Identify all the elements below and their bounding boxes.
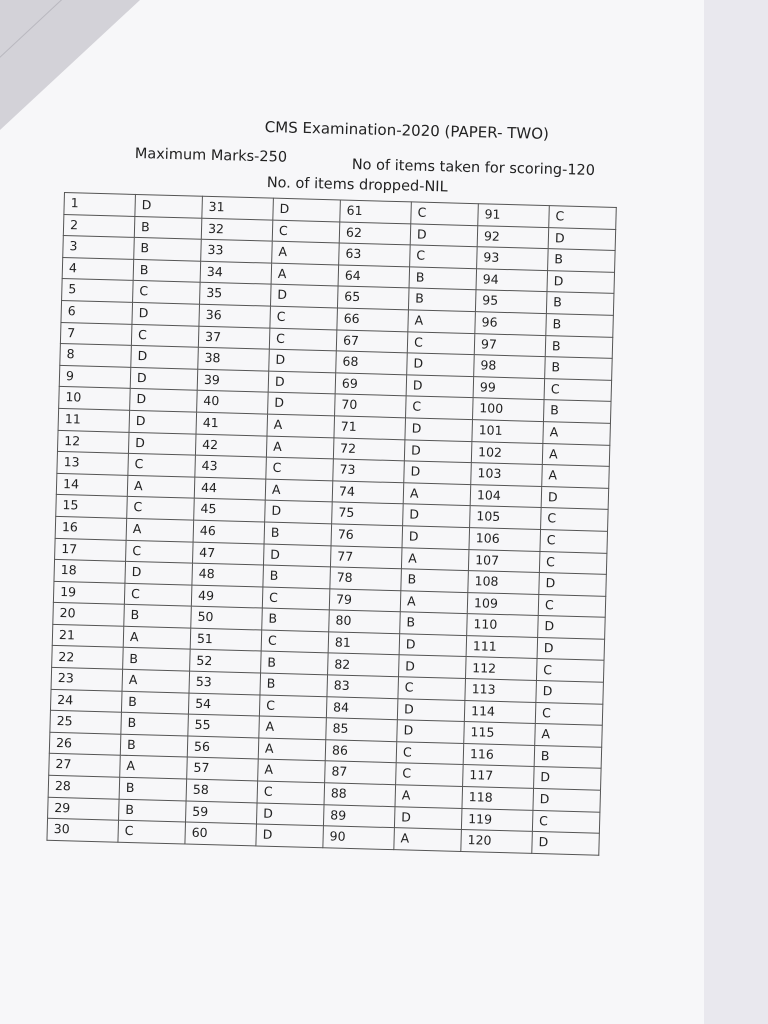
question-number-cell: 12 bbox=[57, 430, 129, 454]
answer-cell: D bbox=[130, 389, 198, 412]
question-number-cell: 55 bbox=[188, 714, 260, 738]
answer-cell: D bbox=[547, 270, 615, 293]
question-number-cell: 113 bbox=[465, 679, 537, 703]
answer-cell: A bbox=[542, 465, 610, 488]
answer-cell: C bbox=[396, 763, 464, 786]
question-number-cell: 41 bbox=[196, 412, 268, 436]
answer-cell: B bbox=[543, 400, 611, 423]
question-number-cell: 107 bbox=[468, 549, 540, 573]
question-number-cell: 40 bbox=[197, 391, 269, 415]
question-number-cell: 48 bbox=[192, 563, 264, 587]
answer-cell: A bbox=[408, 310, 476, 333]
question-number-cell: 51 bbox=[190, 628, 262, 652]
answer-cell: A bbox=[127, 475, 195, 498]
question-number-cell: 87 bbox=[325, 761, 397, 785]
answer-cell: A bbox=[258, 759, 326, 782]
answer-cell: C bbox=[549, 206, 617, 229]
answer-cell: B bbox=[546, 292, 614, 315]
answer-cell: C bbox=[261, 630, 329, 653]
answer-cell: C bbox=[257, 781, 325, 804]
answer-cell: D bbox=[539, 573, 607, 596]
answer-cell: A bbox=[271, 263, 339, 286]
answer-cell: B bbox=[262, 608, 330, 631]
question-number-cell: 2 bbox=[63, 214, 135, 238]
answer-cell: D bbox=[268, 371, 336, 394]
answer-cell: C bbox=[128, 453, 196, 476]
question-number-cell: 93 bbox=[477, 247, 549, 271]
question-number-cell: 6 bbox=[61, 300, 133, 324]
answer-cell: D bbox=[407, 353, 475, 376]
question-number-cell: 49 bbox=[191, 585, 263, 609]
question-number-cell: 84 bbox=[326, 696, 398, 720]
answer-cell: D bbox=[256, 824, 324, 847]
answer-cell: B bbox=[534, 745, 602, 768]
question-number-cell: 37 bbox=[198, 326, 270, 350]
question-number-cell: 96 bbox=[475, 312, 547, 336]
answer-cell: C bbox=[540, 529, 608, 552]
answer-cell: D bbox=[538, 616, 606, 639]
question-number-cell: 110 bbox=[467, 614, 539, 638]
question-number-cell: 1 bbox=[64, 193, 136, 217]
question-number-cell: 43 bbox=[195, 455, 267, 479]
question-number-cell: 61 bbox=[340, 200, 412, 224]
question-number-cell: 97 bbox=[474, 333, 546, 357]
answer-cell: B bbox=[263, 565, 331, 588]
answer-cell: B bbox=[124, 605, 192, 628]
answer-cell: C bbox=[272, 220, 340, 243]
question-number-cell: 100 bbox=[472, 398, 544, 422]
question-number-cell: 118 bbox=[462, 787, 534, 811]
answer-cell: C bbox=[127, 497, 195, 520]
question-number-cell: 52 bbox=[190, 650, 262, 674]
answer-cell: D bbox=[541, 486, 609, 509]
question-number-cell: 114 bbox=[464, 700, 536, 724]
answer-cell: D bbox=[125, 561, 193, 584]
answer-cell: B bbox=[134, 238, 202, 261]
question-number-cell: 99 bbox=[473, 376, 545, 400]
answer-cell: D bbox=[404, 461, 472, 484]
answer-cell: D bbox=[263, 544, 331, 567]
question-number-cell: 8 bbox=[60, 344, 132, 368]
answer-cell: D bbox=[548, 227, 616, 250]
answer-cell: D bbox=[273, 198, 341, 221]
question-number-cell: 98 bbox=[474, 355, 546, 379]
answer-cell: C bbox=[410, 245, 478, 268]
question-number-cell: 68 bbox=[336, 351, 408, 375]
question-number-cell: 9 bbox=[59, 365, 131, 389]
question-number-cell: 72 bbox=[333, 437, 405, 461]
question-number-cell: 73 bbox=[333, 459, 405, 483]
question-number-cell: 44 bbox=[194, 477, 266, 501]
answer-cell: C bbox=[126, 540, 194, 563]
question-number-cell: 42 bbox=[195, 434, 267, 458]
question-number-cell: 14 bbox=[56, 473, 128, 497]
answer-cell: D bbox=[135, 194, 203, 217]
answer-cell: A bbox=[265, 479, 333, 502]
question-number-cell: 79 bbox=[329, 589, 401, 613]
answer-cell: A bbox=[394, 828, 462, 851]
question-number-cell: 3 bbox=[63, 236, 135, 260]
question-number-cell: 92 bbox=[477, 225, 549, 249]
question-number-cell: 56 bbox=[187, 736, 259, 760]
answer-cell: B bbox=[119, 777, 187, 800]
answer-cell: D bbox=[405, 418, 473, 441]
answer-cell: C bbox=[532, 810, 600, 833]
answer-cell: B bbox=[264, 522, 332, 545]
answer-cell: C bbox=[270, 306, 338, 329]
answer-cell: D bbox=[532, 832, 600, 855]
exam-title: CMS Examination-2020 (PAPER- TWO) bbox=[264, 118, 550, 143]
answer-cell: C bbox=[262, 587, 330, 610]
answer-cell: D bbox=[410, 223, 478, 246]
answer-cell: D bbox=[394, 806, 462, 829]
answer-cell: D bbox=[397, 698, 465, 721]
answer-cell: A bbox=[542, 443, 610, 466]
answer-cell: A bbox=[400, 590, 468, 613]
question-number-cell: 16 bbox=[55, 516, 127, 540]
question-number-cell: 4 bbox=[62, 257, 134, 281]
question-number-cell: 91 bbox=[478, 204, 550, 228]
question-number-cell: 103 bbox=[471, 463, 543, 487]
answer-cell: D bbox=[270, 285, 338, 308]
question-number-cell: 17 bbox=[55, 538, 127, 562]
question-number-cell: 22 bbox=[52, 646, 124, 670]
answer-cell: B bbox=[545, 335, 613, 358]
answer-cell: D bbox=[269, 349, 337, 372]
answer-cell: C bbox=[398, 677, 466, 700]
answer-cell: D bbox=[397, 720, 465, 743]
answer-key-table bbox=[46, 192, 616, 856]
question-number-cell: 89 bbox=[323, 804, 395, 828]
answer-cell: C bbox=[118, 820, 186, 843]
answer-cell: B bbox=[134, 216, 202, 239]
answer-cell: C bbox=[535, 702, 603, 725]
question-number-cell: 62 bbox=[339, 222, 411, 246]
question-number-cell: 80 bbox=[329, 610, 401, 634]
answer-cell: C bbox=[536, 659, 604, 682]
answer-cell: B bbox=[546, 314, 614, 337]
question-number-cell: 30 bbox=[47, 819, 119, 843]
question-number-cell: 31 bbox=[202, 196, 274, 220]
answer-cell: A bbox=[266, 436, 334, 459]
question-number-cell: 71 bbox=[334, 416, 406, 440]
answer-key-table-wrapper bbox=[46, 192, 616, 856]
question-number-cell: 24 bbox=[50, 689, 122, 713]
answer-cell: B bbox=[401, 569, 469, 592]
answer-cell: C bbox=[133, 281, 201, 304]
question-number-cell: 19 bbox=[53, 581, 125, 605]
answer-cell: B bbox=[133, 259, 201, 282]
answer-cell: A bbox=[259, 716, 327, 739]
question-number-cell: 78 bbox=[330, 567, 402, 591]
answer-cell: A bbox=[535, 724, 603, 747]
question-number-cell: 57 bbox=[187, 757, 259, 781]
folded-corner bbox=[0, 0, 140, 130]
question-number-cell: 29 bbox=[48, 797, 120, 821]
question-number-cell: 119 bbox=[461, 808, 533, 832]
question-number-cell: 58 bbox=[186, 779, 258, 803]
answer-cell: B bbox=[121, 691, 189, 714]
answer-cell: C bbox=[269, 328, 337, 351]
question-number-cell: 102 bbox=[471, 441, 543, 465]
question-number-cell: 105 bbox=[470, 506, 542, 530]
question-number-cell: 15 bbox=[56, 495, 128, 519]
question-number-cell: 60 bbox=[185, 822, 257, 846]
answer-cell: D bbox=[131, 346, 199, 369]
answer-cell: C bbox=[407, 331, 475, 354]
question-number-cell: 116 bbox=[463, 743, 535, 767]
answer-cell: B bbox=[408, 288, 476, 311]
answer-cell: D bbox=[406, 375, 474, 398]
question-number-cell: 18 bbox=[54, 559, 126, 583]
answer-cell: B bbox=[123, 648, 191, 671]
answer-cell: D bbox=[132, 302, 200, 325]
answer-cell: D bbox=[268, 392, 336, 415]
question-number-cell: 45 bbox=[194, 498, 266, 522]
question-number-cell: 25 bbox=[50, 711, 122, 735]
answer-cell: D bbox=[403, 504, 471, 527]
items-for-scoring: No of items taken for scoring-120 bbox=[351, 157, 596, 179]
question-number-cell: 47 bbox=[193, 542, 265, 566]
answer-cell: D bbox=[256, 803, 324, 826]
question-number-cell: 38 bbox=[198, 347, 270, 371]
question-number-cell: 77 bbox=[330, 545, 402, 569]
answer-cell: A bbox=[122, 669, 190, 692]
answer-cell: B bbox=[545, 357, 613, 380]
answer-cell: C bbox=[131, 324, 199, 347]
answer-cell: B bbox=[400, 612, 468, 635]
answer-cell: B bbox=[121, 712, 189, 735]
answer-cell: A bbox=[543, 421, 611, 444]
question-number-cell: 34 bbox=[200, 261, 272, 285]
items-dropped: No. of items dropped-NIL bbox=[266, 175, 448, 196]
question-number-cell: 35 bbox=[200, 283, 272, 307]
question-number-cell: 112 bbox=[465, 657, 537, 681]
question-number-cell: 76 bbox=[331, 524, 403, 548]
answer-cell: D bbox=[265, 500, 333, 523]
question-number-cell: 75 bbox=[332, 502, 404, 526]
question-number-cell: 33 bbox=[201, 239, 273, 263]
question-number-cell: 54 bbox=[188, 693, 260, 717]
question-number-cell: 10 bbox=[59, 387, 131, 411]
question-number-cell: 28 bbox=[48, 775, 120, 799]
question-number-cell: 7 bbox=[60, 322, 132, 346]
question-number-cell: 32 bbox=[201, 218, 273, 242]
question-number-cell: 21 bbox=[52, 624, 124, 648]
question-number-cell: 46 bbox=[193, 520, 265, 544]
answer-cell: D bbox=[534, 767, 602, 790]
question-number-cell: 101 bbox=[472, 420, 544, 444]
question-number-cell: 64 bbox=[338, 265, 410, 289]
answer-cell: A bbox=[401, 547, 469, 570]
question-number-cell: 11 bbox=[58, 408, 130, 432]
question-number-cell: 5 bbox=[62, 279, 134, 303]
answer-cell: B bbox=[261, 651, 329, 674]
answer-cell: D bbox=[399, 655, 467, 678]
question-number-cell: 69 bbox=[335, 373, 407, 397]
answer-cell: A bbox=[123, 626, 191, 649]
answer-cell: D bbox=[404, 439, 472, 462]
question-number-cell: 70 bbox=[335, 394, 407, 418]
answer-cell: C bbox=[396, 742, 464, 765]
question-number-cell: 86 bbox=[325, 740, 397, 764]
answer-cell: C bbox=[411, 202, 479, 225]
answer-cell: B bbox=[120, 734, 188, 757]
answer-key-body bbox=[47, 193, 616, 856]
question-number-cell: 26 bbox=[49, 732, 121, 756]
answer-cell: D bbox=[128, 432, 196, 455]
answer-cell: C bbox=[539, 551, 607, 574]
answer-cell: C bbox=[259, 695, 327, 718]
question-number-cell: 117 bbox=[463, 765, 535, 789]
answer-cell: B bbox=[119, 799, 187, 822]
question-number-cell: 50 bbox=[191, 606, 263, 630]
question-number-cell: 106 bbox=[469, 527, 541, 551]
answer-cell: D bbox=[536, 681, 604, 704]
question-number-cell: 74 bbox=[332, 481, 404, 505]
question-number-cell: 109 bbox=[467, 592, 539, 616]
question-number-cell: 90 bbox=[323, 826, 395, 850]
answer-cell: B bbox=[548, 249, 616, 272]
answer-cell: D bbox=[129, 410, 197, 433]
question-number-cell: 36 bbox=[199, 304, 271, 328]
answer-cell: B bbox=[409, 267, 477, 290]
answer-cell: A bbox=[272, 241, 340, 264]
answer-cell: A bbox=[258, 738, 326, 761]
answer-cell: C bbox=[406, 396, 474, 419]
question-number-cell: 20 bbox=[53, 603, 125, 627]
answer-cell: A bbox=[120, 756, 188, 779]
answer-cell: C bbox=[266, 457, 334, 480]
question-number-cell: 94 bbox=[476, 268, 548, 292]
question-number-cell: 88 bbox=[324, 783, 396, 807]
answer-cell: D bbox=[130, 367, 198, 390]
question-number-cell: 104 bbox=[470, 484, 542, 508]
answer-cell: D bbox=[402, 526, 470, 549]
answer-cell: C bbox=[541, 508, 609, 531]
question-number-cell: 108 bbox=[468, 571, 540, 595]
answer-cell: A bbox=[267, 414, 335, 437]
question-number-cell: 83 bbox=[327, 675, 399, 699]
question-number-cell: 111 bbox=[466, 635, 538, 659]
question-number-cell: 81 bbox=[328, 632, 400, 656]
question-number-cell: 120 bbox=[461, 830, 533, 854]
question-number-cell: 39 bbox=[197, 369, 269, 393]
question-number-cell: 95 bbox=[475, 290, 547, 314]
question-number-cell: 115 bbox=[464, 722, 536, 746]
answer-cell: A bbox=[126, 518, 194, 541]
question-number-cell: 63 bbox=[339, 243, 411, 267]
answer-cell: B bbox=[260, 673, 328, 696]
question-number-cell: 59 bbox=[185, 801, 257, 825]
question-number-cell: 85 bbox=[326, 718, 398, 742]
maximum-marks: Maximum Marks-250 bbox=[134, 146, 288, 166]
question-number-cell: 65 bbox=[337, 286, 409, 310]
answer-cell: A bbox=[403, 483, 471, 506]
question-number-cell: 13 bbox=[57, 452, 129, 476]
answer-cell: C bbox=[124, 583, 192, 606]
question-number-cell: 53 bbox=[189, 671, 261, 695]
question-number-cell: 27 bbox=[49, 754, 121, 778]
answer-cell: C bbox=[538, 594, 606, 617]
question-number-cell: 67 bbox=[336, 329, 408, 353]
answer-cell: D bbox=[399, 634, 467, 657]
answer-cell: D bbox=[537, 637, 605, 660]
answer-cell: D bbox=[533, 788, 601, 811]
answer-cell: A bbox=[395, 785, 463, 808]
question-number-cell: 82 bbox=[328, 653, 400, 677]
answer-cell: C bbox=[544, 378, 612, 401]
question-number-cell: 66 bbox=[337, 308, 409, 332]
question-number-cell: 23 bbox=[51, 667, 123, 691]
